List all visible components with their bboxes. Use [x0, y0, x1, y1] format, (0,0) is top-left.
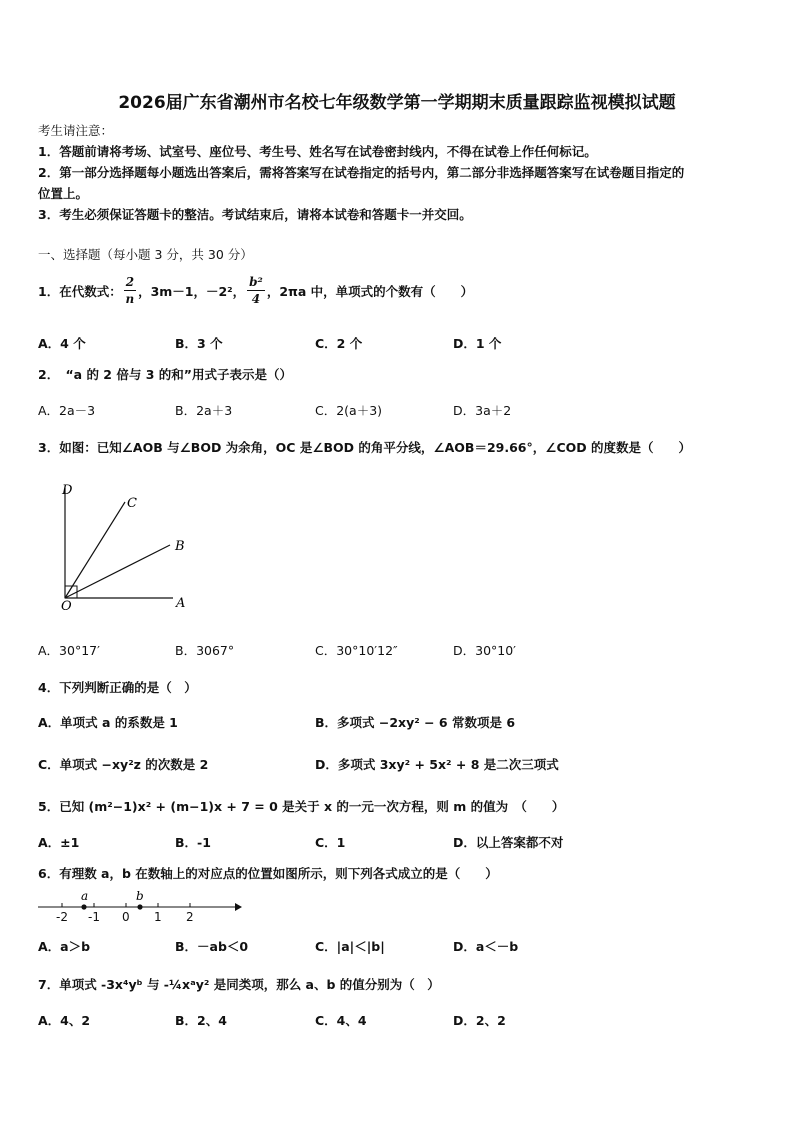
label-c: C	[127, 496, 137, 511]
arrow-head-icon	[235, 903, 242, 911]
q1-option-d[interactable]: D．1 个	[453, 336, 502, 351]
tick-label: 1	[154, 910, 162, 924]
ray-oc	[65, 502, 125, 598]
label-b: B	[175, 539, 185, 554]
notice-item: 1．答题前请将考场、试室号、座位号、考生号、姓名写在试卷密封线内，不得在试卷上作任何标记。	[38, 144, 597, 159]
q1-option-b[interactable]: B．3 个	[175, 336, 223, 351]
tick-label: -1	[88, 910, 100, 924]
q6-option-d[interactable]: D．a＜－b	[453, 939, 519, 954]
tick-label: 2	[186, 910, 194, 924]
q1-option-a[interactable]: A．4 个	[38, 336, 86, 351]
q6-option-a[interactable]: A．a＞b	[38, 939, 91, 954]
question-7: 7．单项式 -3x⁴yᵇ 与 -¼xᵃy² 是同类项，那么 a、b 的值分别为（ ）	[38, 977, 440, 992]
label-d: D	[62, 483, 73, 498]
question-1	[38, 276, 473, 305]
q3-option-c[interactable]: C．30°10′12″	[315, 643, 398, 658]
q6-option-b[interactable]: B．－ab＜0	[175, 939, 249, 954]
q4-option-a[interactable]: A．单项式 a 的系数是 1	[38, 715, 178, 730]
q1-tail: ，2πa 中，单项式的个数有（ ）	[266, 283, 474, 299]
q3-option-d[interactable]: D．30°10′	[453, 643, 517, 658]
q2-option-c[interactable]: C．2(a＋3)	[315, 403, 383, 418]
q2-option-d[interactable]: D．3a＋2	[453, 403, 512, 418]
section-heading: 一、选择题（每小题 3 分，共 30 分）	[38, 247, 253, 262]
tick-label: 0	[122, 910, 130, 924]
q4-option-d[interactable]: D．多项式 3xy² + 5x² + 8 是二次三项式	[315, 757, 559, 772]
number-line	[38, 890, 243, 926]
q4-option-b[interactable]: B．多项式 −2xy² − 6 常数项是 6	[315, 715, 516, 730]
point-a	[81, 904, 86, 909]
q5-option-d[interactable]: D．以上答案都不对	[453, 835, 564, 850]
question-4: 4．下列判断正确的是（ ）	[38, 680, 197, 695]
q7-option-c[interactable]: C．4、4	[315, 1013, 367, 1028]
q3-option-a[interactable]: A．30°17′	[38, 643, 100, 658]
notice-heading: 考生请注意：	[38, 123, 114, 138]
question-3: 3．如图：已知∠AOB 与∠BOD 为余角，OC 是∠BOD 的角平分线，∠AOB＝29.66°，∠COD 的度数是（ ）	[38, 440, 691, 455]
q7-option-a[interactable]: A．4、2	[38, 1013, 91, 1028]
point-b-label: b	[136, 890, 144, 903]
notice-item: 2．第一部分选择题每小题选出答案后，需将答案写在试卷指定的括号内，第二部分非选择题答案写在试卷题目指定的	[38, 165, 685, 180]
q6-option-c[interactable]: C．|a|＜|b|	[315, 939, 385, 954]
q2-option-b[interactable]: B．2a＋3	[175, 403, 233, 418]
question-2: 2． “a 的 2 倍与 3 的和”用式子表示是（）	[38, 367, 292, 382]
q7-option-d[interactable]: D．2、2	[453, 1013, 506, 1028]
fraction-2-over-n: $\frac{2}{n}$	[125, 275, 135, 306]
q7-option-b[interactable]: B．2、4	[175, 1013, 227, 1028]
page-title: 2026届广东省潮州市名校七年级数学第一学期期末质量跟踪监视模拟试题	[118, 93, 676, 113]
fraction-b2-over-4: $\frac{\text{b²}}{4}$	[249, 275, 263, 306]
q2-option-a[interactable]: A．2a－3	[38, 403, 96, 418]
q1-prefix: 1．在代数式：	[38, 283, 122, 299]
q5-option-a[interactable]: A．±1	[38, 835, 80, 850]
ray-ob	[65, 545, 170, 598]
point-a-label: a	[81, 890, 89, 903]
notice-item: 位置上。	[38, 186, 89, 201]
point-b	[137, 904, 142, 909]
label-a: A	[176, 596, 186, 611]
tick-label: -2	[56, 910, 68, 924]
label-o: O	[61, 599, 72, 613]
q3-option-b[interactable]: B．3067°	[175, 643, 235, 658]
q4-option-c[interactable]: C．单项式 −xy²z 的次数是 2	[38, 757, 209, 772]
q5-option-b[interactable]: B．-1	[175, 835, 211, 850]
notice-item: 3．考生必须保证答题卡的整洁。考试结束后，请将本试卷和答题卡一并交回。	[38, 207, 472, 222]
question-6: 6．有理数 a，b 在数轴上的对应点的位置如图所示，则下列各式成立的是（ ）	[38, 866, 498, 881]
q1-option-c[interactable]: C．2 个	[315, 336, 363, 351]
angle-diagram	[55, 478, 205, 613]
q1-middle: ，3m－1，－2²，	[138, 283, 246, 299]
q5-option-c[interactable]: C．1	[315, 835, 346, 850]
question-5: 5．已知 (m²−1)x² + (m−1)x + 7 = 0 是关于 x 的一元一次方程，则 m 的值为 （ ）	[38, 799, 565, 814]
